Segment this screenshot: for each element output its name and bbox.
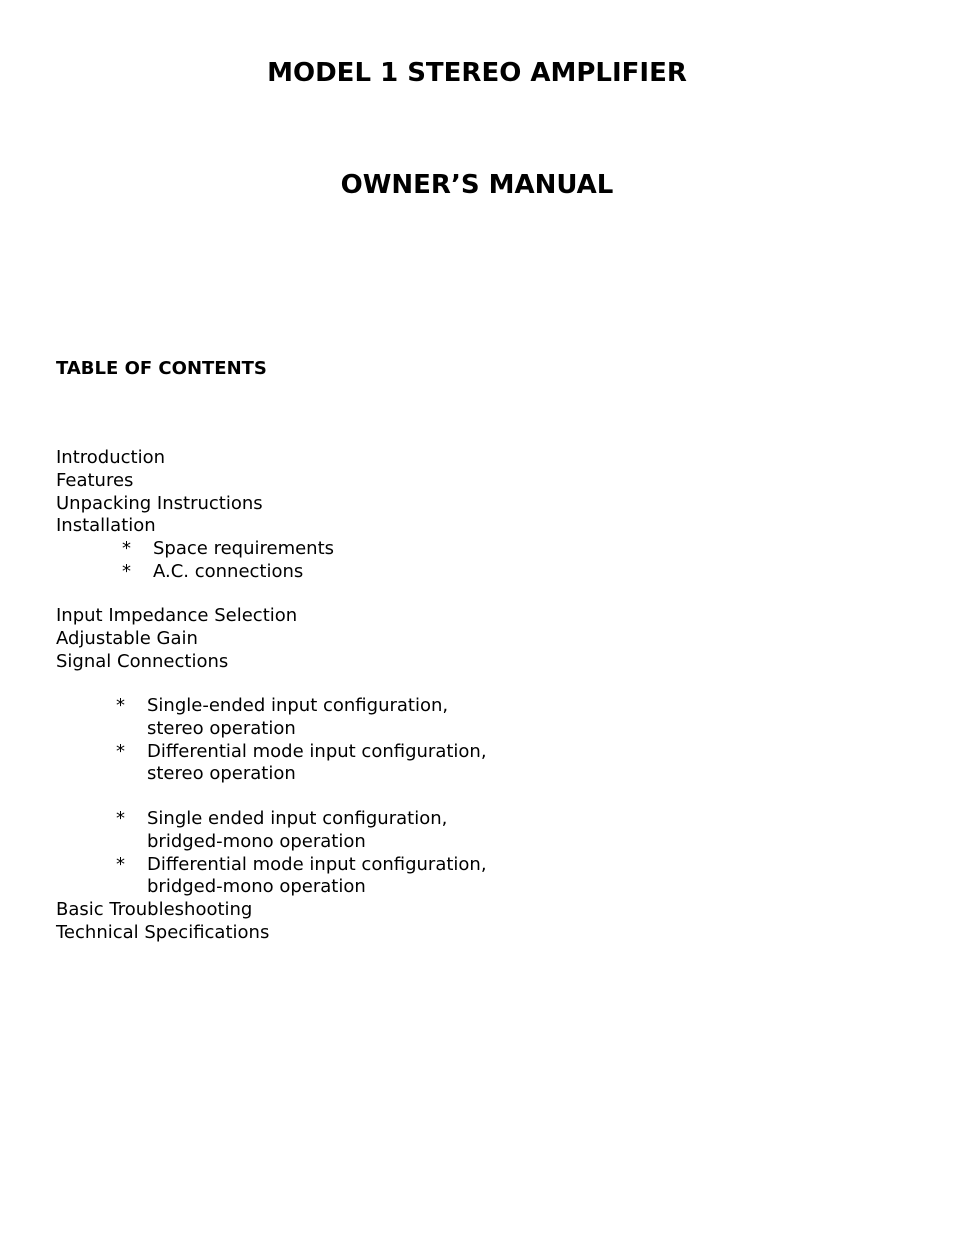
- toc-subitem-se-stereo-cont: stereo operation: [147, 718, 296, 739]
- document-subtitle: OWNER’S MANUAL: [340, 170, 614, 200]
- toc-item-troubleshooting: Basic Troubleshooting: [56, 899, 253, 920]
- toc-item-unpacking: Unpacking Instructions: [56, 493, 263, 514]
- toc-item-input-impedance: Input Impedance Selection: [56, 605, 298, 626]
- toc-item-installation: Installation: [56, 515, 156, 536]
- toc-subitem-se-stereo: Single-ended input configuration,: [147, 695, 449, 716]
- toc-subitem-space-requirements: Space requirements: [153, 538, 335, 559]
- toc-item-signal-connections: Signal Connections: [56, 651, 229, 672]
- toc-item-adjustable-gain: Adjustable Gain: [56, 628, 198, 649]
- bullet-marker: *: [122, 561, 131, 582]
- bullet-marker: *: [116, 854, 125, 875]
- toc-item-features: Features: [56, 470, 134, 491]
- toc-subitem-diff-stereo-cont: stereo operation: [147, 763, 296, 784]
- bullet-marker: *: [122, 538, 131, 559]
- toc-item-introduction: Introduction: [56, 447, 166, 468]
- toc-subitem-diff-mono: Differential mode input configuration,: [147, 854, 487, 875]
- document-title: MODEL 1 STEREO AMPLIFIER: [267, 58, 687, 88]
- bullet-marker: *: [116, 695, 125, 716]
- toc-subitem-diff-mono-cont: bridged-mono operation: [147, 876, 366, 897]
- toc-subitem-ac-connections: A.C. connections: [153, 561, 304, 582]
- bullet-marker: *: [116, 808, 125, 829]
- bullet-marker: *: [116, 741, 125, 762]
- toc-heading: TABLE OF CONTENTS: [56, 358, 267, 379]
- toc-subitem-se-mono-cont: bridged-mono operation: [147, 831, 366, 852]
- toc-subitem-diff-stereo: Differential mode input configuration,: [147, 741, 487, 762]
- toc-item-specifications: Technical Specifications: [56, 922, 270, 943]
- toc-subitem-se-mono: Single ended input configuration,: [147, 808, 448, 829]
